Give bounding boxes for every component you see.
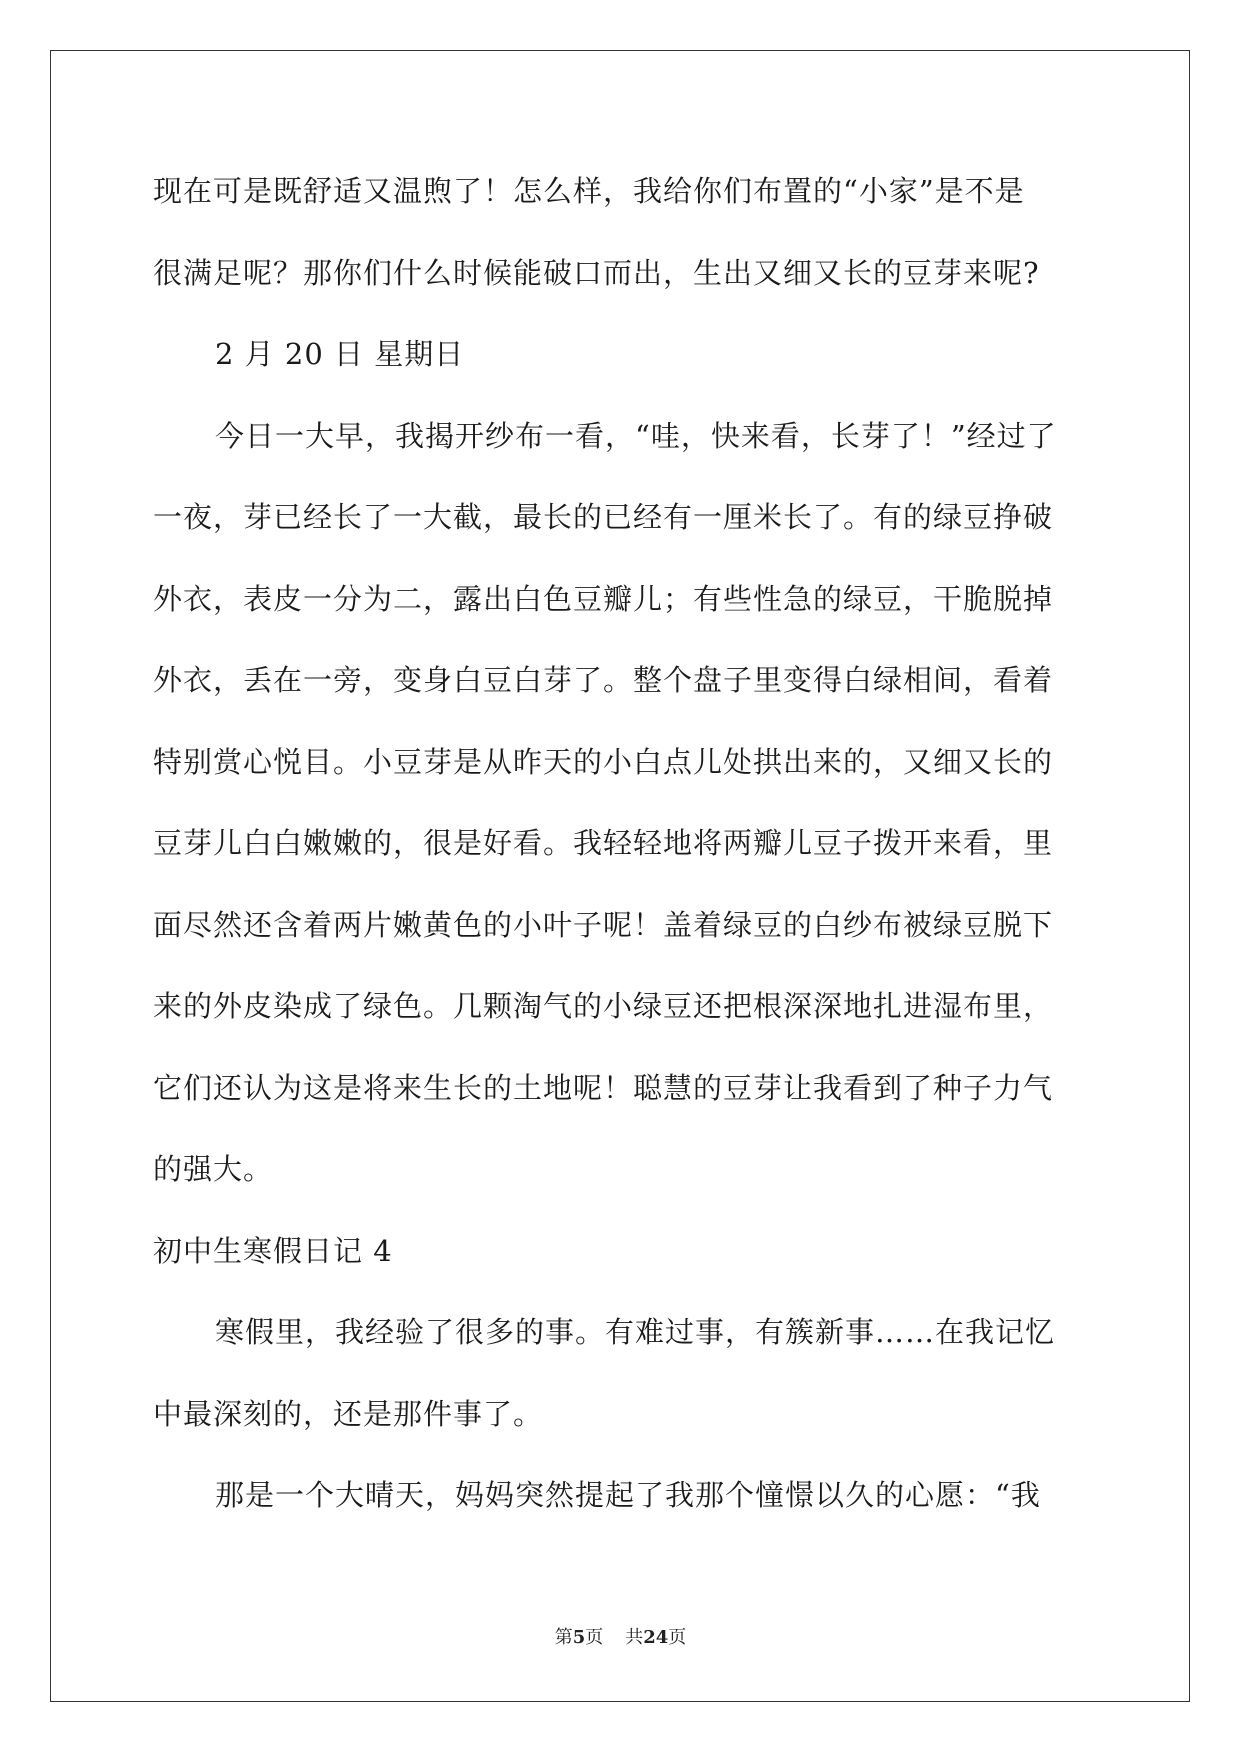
page-prefix: 第	[554, 1627, 573, 1648]
text-line: 外衣，表皮一分为二，露出白色豆瓣儿；有些性急的绿豆，干脆脱掉	[153, 581, 1054, 616]
section-heading: 初中生寒假日记 4	[153, 1233, 393, 1268]
page-suffix: 页	[585, 1627, 604, 1648]
text-line: 来的外皮染成了绿色。几颗淘气的小绿豆还把根深深地扎进湿布里，	[153, 989, 1054, 1023]
text-line: 那是一个大晴天，妈妈突然提起了我那个憧憬以久的心愿：“我	[215, 1478, 1041, 1512]
diary-date-heading: 2 月 20 日 星期日	[215, 337, 465, 371]
page-number: 5	[572, 1627, 586, 1648]
text-line: 现在可是既舒适又温煦了！怎么样，我给你们布置的“小家”是不是	[153, 174, 1025, 208]
text-line: 很满足呢？那你们什么时候能破口而出，生出又细又长的豆芽来呢?	[153, 255, 1040, 290]
text-line: 它们还认为这是将来生长的土地呢！聪慧的豆芽让我看到了种子力气	[153, 1070, 1054, 1105]
text-line: 寒假里，我经验了很多的事。有难过事，有簇新事……在我记忆	[215, 1315, 1056, 1349]
text-line: 的强大。	[153, 1152, 274, 1186]
text-line: 今日一大早，我揭开纱布一看，“哇，快来看，长芽了！”经过了	[215, 418, 1057, 453]
text-line: 一夜，芽已经长了一大截，最长的已经有一厘米长了。有的绿豆挣破	[153, 500, 1054, 534]
text-line: 豆芽儿白白嫩嫩的，很是好看。我轻轻地将两瓣儿豆子拨开来看，里	[153, 826, 1054, 860]
text-line: 面尽然还含着两片嫩黄色的小叶子呢！盖着绿豆的白纱布被绿豆脱下	[153, 907, 1054, 942]
document-body	[153, 161, 1093, 1547]
total-suffix: 页	[668, 1627, 687, 1648]
page-footer	[0, 1623, 1241, 1649]
text-line: 特别赏心悦目。小豆芽是从昨天的小白点儿处拱出来的，又细又长的	[153, 744, 1054, 779]
total-prefix: 共	[625, 1627, 644, 1648]
total-pages: 24	[643, 1627, 669, 1648]
text-line: 外衣，丢在一旁，变身白豆白芽了。整个盘子里变得白绿相间，看着	[153, 663, 1054, 697]
text-line: 中最深刻的，还是那件事了。	[153, 1396, 544, 1431]
